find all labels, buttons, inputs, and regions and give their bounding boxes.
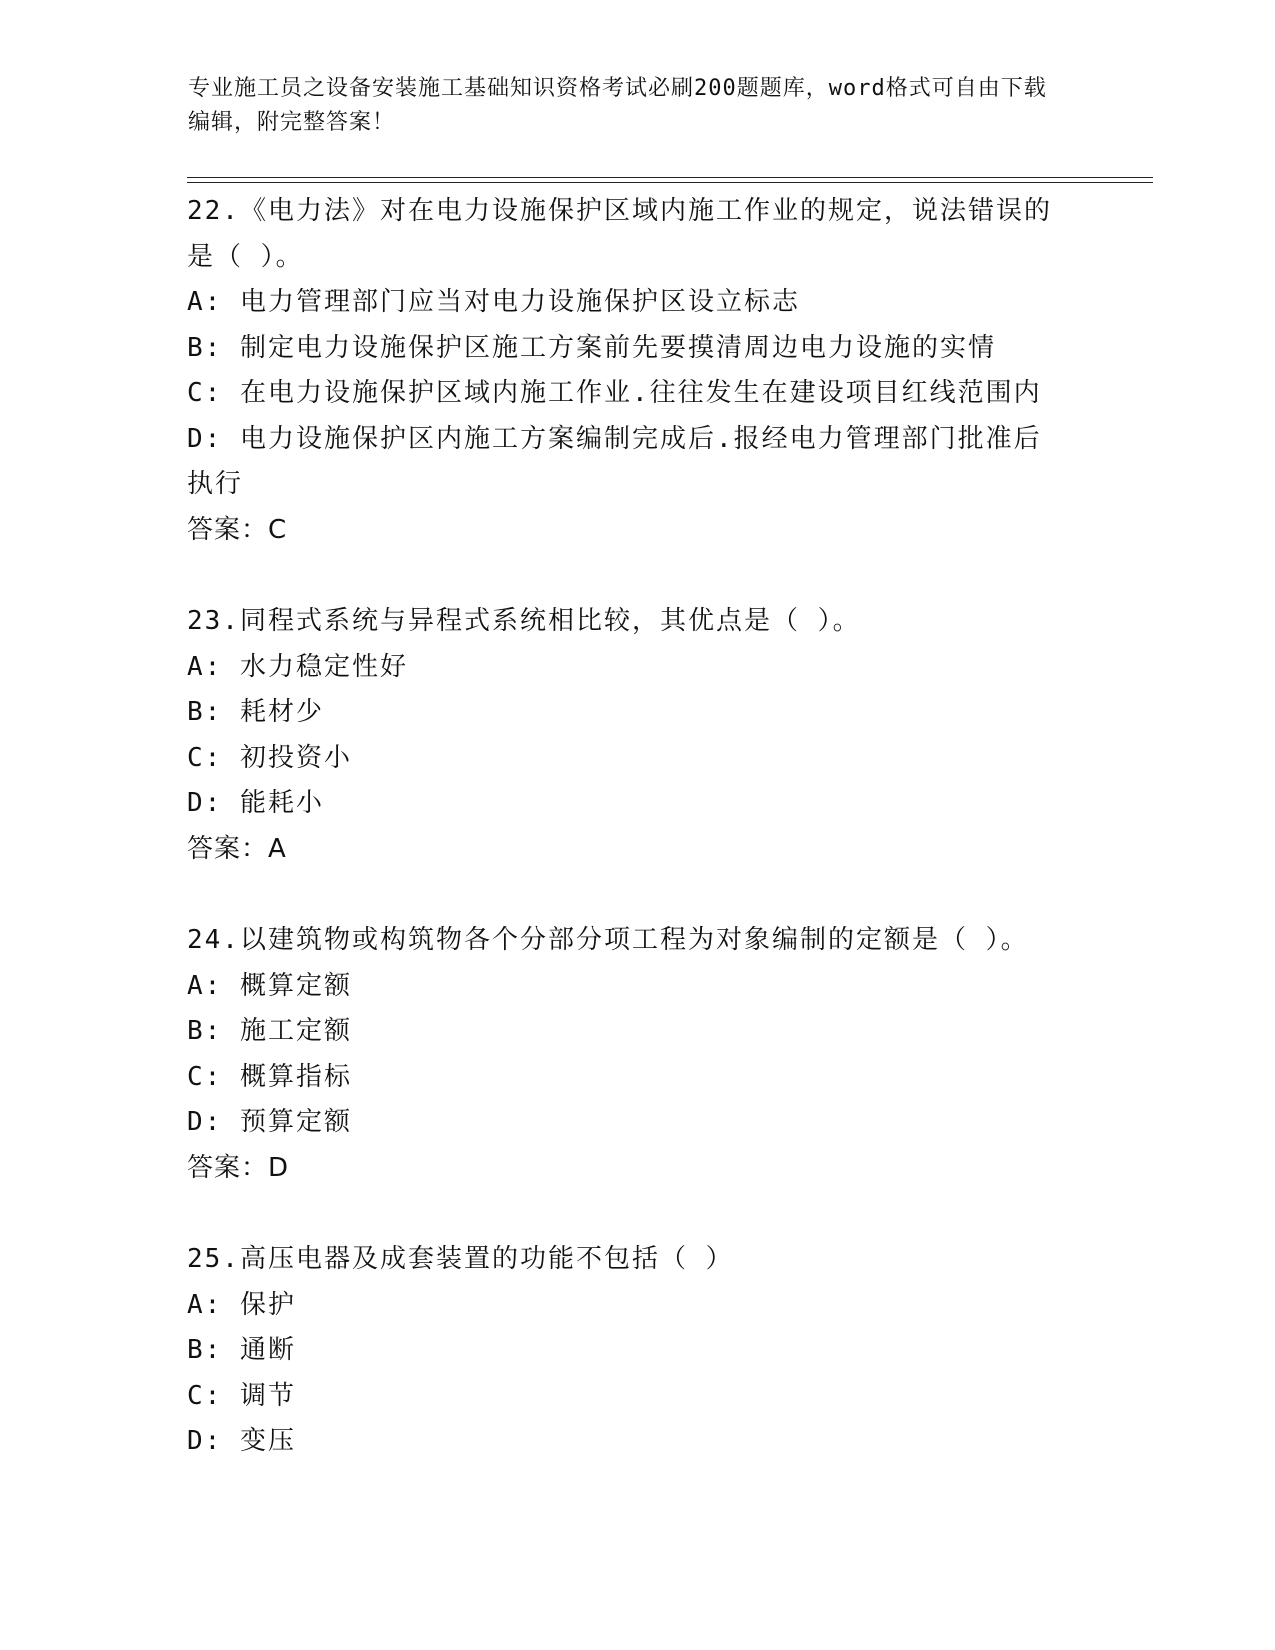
question-stem-line: 23.同程式系统与异程式系统相比较，其优点是（ ）。: [187, 606, 861, 636]
option-line: A: 保护: [187, 1289, 296, 1320]
option-line: A: 水力稳定性好: [187, 651, 408, 682]
option-line: 执行: [187, 469, 244, 499]
option-line: C: 调节: [187, 1380, 296, 1411]
option-line: D: 电力设施保护区内施工方案编制完成后.报经电力管理部门批准后: [187, 423, 1042, 454]
question-stem-line: 22.《电力法》对在电力设施保护区域内施工作业的规定，说法错误的: [187, 196, 1052, 226]
answer-label: 答案：D: [187, 1152, 290, 1183]
question-22: [187, 189, 1087, 553]
option-line: D: 预算定额: [187, 1107, 352, 1137]
answer-label: 答案：C: [187, 514, 288, 545]
option-line: D: 变压: [187, 1426, 296, 1456]
question-stem-line: 25.高压电器及成套装置的功能不包括（ ）: [187, 1244, 734, 1274]
question-stem-line: 24.以建筑物或构筑物各个分部分项工程为对象编制的定额是（ ）。: [187, 925, 1029, 955]
header-rule-bottom: [187, 182, 1153, 183]
question-24: [187, 918, 1087, 1191]
option-line: A: 概算定额: [187, 970, 352, 1001]
header-rule-top: [187, 177, 1153, 178]
option-line: C: 在电力设施保护区域内施工作业.往往发生在建设项目红线范围内: [187, 378, 1042, 408]
question-25: [187, 1237, 1087, 1465]
option-line: C: 初投资小: [187, 742, 352, 773]
option-line: B: 制定电力设施保护区施工方案前先要摸清周边电力设施的实情: [187, 332, 996, 363]
question-23: [187, 599, 1087, 872]
option-line: B: 施工定额: [187, 1016, 352, 1046]
option-line: D: 能耗小: [187, 788, 324, 818]
question-list: [187, 189, 1087, 1511]
answer-label: 答案：A: [187, 833, 287, 864]
question-stem-line: 是（ ）。: [187, 241, 304, 272]
option-line: C: 概算指标: [187, 1061, 352, 1092]
document-header: 专业施工员之设备安装施工基础知识资格考试必刷200题题库，word格式可自由下载编辑，附完整答案！: [188, 76, 1047, 135]
option-line: A: 电力管理部门应当对电力设施保护区设立标志: [187, 287, 800, 317]
option-line: B: 通断: [187, 1335, 296, 1365]
option-line: B: 耗材少: [187, 697, 324, 727]
